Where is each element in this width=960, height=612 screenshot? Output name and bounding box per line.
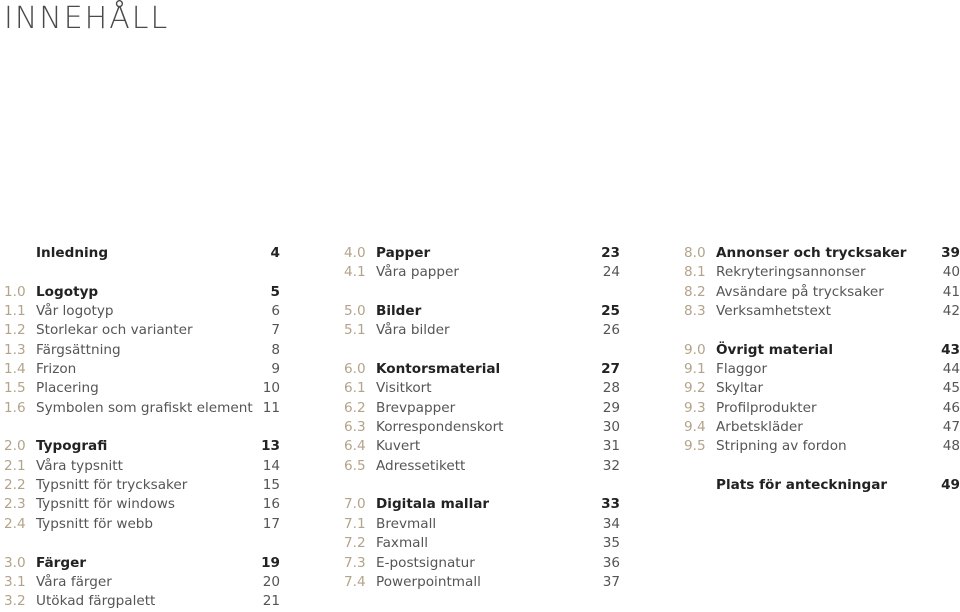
toc-entry-row[interactable] [684, 399, 960, 418]
toc-entry-label: Våra papper [376, 264, 459, 281]
toc-entry-label: Logotyp [36, 283, 99, 300]
toc-entry-label: Vår logotyp [36, 303, 114, 320]
toc-entry-row[interactable] [4, 379, 280, 398]
toc-page-number: 41 [942, 283, 960, 300]
toc-entry-row[interactable] [4, 495, 280, 514]
toc-section-number: 4.1 [344, 264, 366, 281]
toc-entry-label: Brevpapper [376, 399, 456, 416]
toc-page-number: 44 [942, 361, 960, 378]
toc-entry-row[interactable] [4, 592, 280, 611]
toc-page-number: 33 [601, 496, 620, 513]
toc-entry-label: Bilder [376, 303, 422, 320]
toc-section-row[interactable] [684, 341, 960, 360]
toc-section-number: 7.3 [344, 554, 366, 571]
toc-page-number: 26 [602, 322, 620, 339]
toc-page-number: 5 [270, 283, 280, 300]
toc-section-number: 7.1 [344, 515, 366, 532]
toc-page-number: 21 [262, 593, 280, 610]
toc-entry-row[interactable] [344, 457, 620, 476]
toc-section-number: 3.0 [4, 554, 26, 571]
toc-page-number: 34 [602, 515, 620, 532]
toc-entry-row[interactable] [4, 399, 280, 418]
toc-entry-row[interactable] [344, 321, 620, 340]
toc-section-number: 9.5 [684, 438, 706, 455]
toc-entry-label: Avsändare på trycksaker [716, 283, 884, 300]
toc-entry-label: Typsnitt för windows [36, 496, 175, 513]
toc-section-number: 2.4 [4, 515, 26, 532]
toc-page-number: 27 [601, 361, 620, 378]
toc-section-number: 4.0 [344, 245, 366, 261]
toc-section-row[interactable] [4, 244, 280, 263]
toc-entry-row[interactable] [344, 379, 620, 398]
toc-entry-row[interactable] [344, 534, 620, 553]
toc-entry-row[interactable] [344, 554, 620, 573]
toc-section-number: 1.4 [4, 361, 26, 378]
toc-entry-row[interactable] [344, 263, 620, 282]
toc-page-number: 9 [271, 361, 280, 378]
toc-section-number: 8.3 [684, 303, 706, 320]
toc-section-number: 8.1 [684, 264, 706, 281]
toc-section-number: 1.1 [4, 303, 26, 320]
toc-section-row[interactable] [344, 302, 620, 321]
toc-entry-label: Våra färger [36, 573, 112, 590]
toc-section-row[interactable] [4, 437, 280, 456]
toc-section-number: 1.5 [4, 380, 26, 397]
toc-section-number: 5.1 [344, 322, 366, 339]
toc-section-number: 6.0 [344, 361, 366, 378]
toc-section-number: 9.2 [684, 380, 706, 397]
toc-section-row[interactable] [684, 476, 960, 495]
toc-entry-row[interactable] [4, 573, 280, 592]
toc-section-number: 3.1 [4, 573, 26, 590]
toc-entry-label: Storlekar och varianter [36, 322, 193, 339]
toc-section-number: 2.1 [4, 457, 26, 474]
toc-section-row[interactable] [4, 283, 280, 302]
toc-column-1 [4, 244, 280, 612]
toc-page-number: 19 [261, 554, 280, 571]
toc-page-number: 42 [942, 303, 960, 320]
toc-page-number: 49 [941, 477, 960, 494]
toc-entry-label: Annonser och trycksaker [716, 245, 907, 261]
toc-section-row[interactable] [344, 495, 620, 514]
toc-entry-label: Våra typsnitt [36, 457, 123, 474]
toc-entry-label: Typsnitt för trycksaker [36, 477, 188, 494]
toc-section-number: 6.5 [344, 457, 366, 474]
toc-page-number: 29 [602, 399, 620, 416]
toc-page-number: 4 [270, 245, 280, 261]
toc-entry-row[interactable] [344, 437, 620, 456]
toc-section-number: 1.3 [4, 341, 26, 358]
toc-page-number: 48 [942, 438, 960, 455]
toc-entry-label: Frizon [36, 361, 77, 378]
toc-entry-label: Brevmall [376, 515, 437, 532]
toc-page-number: 16 [262, 496, 280, 513]
toc-entry-label: Färger [36, 554, 87, 571]
toc-section-number: 9.4 [684, 419, 706, 436]
toc-entry-label: Symbolen som grafiskt element [36, 399, 253, 416]
toc-page-number: 47 [942, 419, 960, 436]
toc-section-row[interactable] [344, 244, 620, 263]
toc-page-number: 23 [601, 245, 620, 261]
toc-entry-label: Papper [376, 245, 431, 261]
toc-page-number: 6 [271, 303, 280, 320]
toc-page-number: 28 [602, 380, 620, 397]
toc-entry-row[interactable] [4, 515, 280, 534]
toc-section-number: 6.1 [344, 380, 366, 397]
toc-entry-label: Flaggor [716, 361, 768, 378]
toc-entry-label: Övrigt material [716, 341, 833, 358]
toc-entry-label: Kontorsmaterial [376, 361, 501, 378]
toc-page-number: 8 [271, 341, 280, 358]
toc-section-number: 5.0 [344, 303, 366, 320]
toc-entry-label: Inledning [36, 245, 109, 261]
toc-section-number: 9.1 [684, 361, 706, 378]
toc-entry-label: Kuvert [376, 438, 421, 455]
toc-section-row[interactable] [4, 554, 280, 573]
toc-entry-label: Verksamhetstext [716, 303, 831, 320]
toc-entry-row[interactable] [344, 515, 620, 534]
toc-section-row[interactable] [344, 360, 620, 379]
toc-entry-label: E-postsignatur [376, 554, 475, 571]
toc-page-number: 14 [262, 457, 280, 474]
toc-page-number: 30 [602, 419, 620, 436]
toc-entry-label: Stripning av fordon [716, 438, 847, 455]
toc-entry-label: Färgsättning [36, 341, 121, 358]
toc-entry-label: Adressetikett [376, 457, 466, 474]
toc-section-number: 3.2 [4, 593, 26, 610]
toc-entry-label: Placering [36, 380, 99, 397]
toc-page-number: 31 [602, 438, 620, 455]
toc-section-number: 2.0 [4, 438, 26, 455]
toc-section-number: 8.0 [684, 245, 706, 261]
toc-entry-label: Digitala mallar [376, 496, 490, 513]
toc-page-number: 17 [262, 515, 280, 532]
toc-section-number: 1.2 [4, 322, 26, 339]
toc-page-number: 20 [262, 573, 280, 590]
toc-section-number: 1.0 [4, 283, 26, 300]
toc-page-number: 32 [602, 457, 620, 474]
toc-entry-row[interactable] [4, 302, 280, 321]
toc-entry-row[interactable] [4, 321, 280, 340]
toc-entry-label: Rekryteringsannonser [716, 264, 866, 281]
toc-section-row[interactable] [684, 244, 960, 263]
toc-entry-row[interactable] [684, 302, 960, 321]
toc-section-number: 9.0 [684, 341, 706, 358]
toc-entry-label: Profilprodukter [716, 399, 817, 416]
toc-entry-label: Skyltar [716, 380, 764, 397]
toc-section-number: 7.0 [344, 496, 366, 513]
toc-entry-label: Typografi [36, 438, 108, 455]
toc-entry-row[interactable] [684, 283, 960, 302]
toc-entry-row[interactable] [684, 418, 960, 437]
toc-page-number: 37 [602, 573, 620, 590]
toc-section-number: 8.2 [684, 283, 706, 300]
toc-page-number: 43 [941, 341, 960, 358]
toc-section-number: 1.6 [4, 399, 26, 416]
toc-entry-label: Korrespondenskort [376, 419, 504, 436]
toc-entry-row[interactable] [684, 263, 960, 282]
toc-entry-row[interactable] [4, 341, 280, 360]
page-title: INNEHÅLL [4, 1, 170, 36]
toc-entry-label: Powerpointmall [376, 573, 481, 590]
toc-entry-label: Arbetskläder [716, 419, 803, 436]
toc-page-number: 46 [942, 399, 960, 416]
toc-entry-label: Typsnitt för webb [36, 515, 154, 532]
toc-entry-row[interactable] [684, 360, 960, 379]
toc-entry-row[interactable] [4, 476, 280, 495]
toc-entry-row[interactable] [344, 399, 620, 418]
toc-section-number: 7.4 [344, 573, 366, 590]
toc-page-number: 36 [602, 554, 620, 571]
toc-entry-row[interactable] [344, 573, 620, 592]
toc-page-number: 45 [942, 380, 960, 397]
toc-section-number: 9.3 [684, 399, 706, 416]
toc-section-number: 6.4 [344, 438, 366, 455]
toc-section-number: 6.3 [344, 419, 366, 436]
toc-section-number: 2.2 [4, 477, 26, 494]
toc-entry-label: Våra bilder [376, 322, 450, 339]
toc-entry-row[interactable] [684, 437, 960, 456]
toc-page-number: 39 [941, 245, 960, 261]
toc-page-number: 11 [262, 399, 280, 416]
toc-section-number: 6.2 [344, 399, 366, 416]
toc-page-number: 25 [601, 303, 620, 320]
toc-entry-row[interactable] [684, 379, 960, 398]
toc-page-number: 7 [271, 322, 280, 339]
toc-entry-row[interactable] [4, 457, 280, 476]
toc-page-number: 10 [262, 380, 280, 397]
toc-page-number: 40 [942, 264, 960, 281]
toc-column-3 [684, 244, 960, 495]
toc-entry-row[interactable] [4, 360, 280, 379]
toc-section-number: 7.2 [344, 535, 366, 552]
toc-page-number: 13 [261, 438, 280, 455]
toc-page-number: 24 [602, 264, 620, 281]
toc-entry-label: Utökad färgpalett [36, 593, 156, 610]
toc-entry-label: Faxmall [376, 535, 429, 552]
toc-page-number: 15 [262, 477, 280, 494]
toc-entry-label: Visitkort [376, 380, 432, 397]
toc-entry-label: Plats för anteckningar [716, 477, 888, 494]
toc-column-2 [344, 244, 620, 592]
toc-entry-row[interactable] [344, 418, 620, 437]
toc-page-number: 35 [602, 535, 620, 552]
toc-section-number: 2.3 [4, 496, 26, 513]
